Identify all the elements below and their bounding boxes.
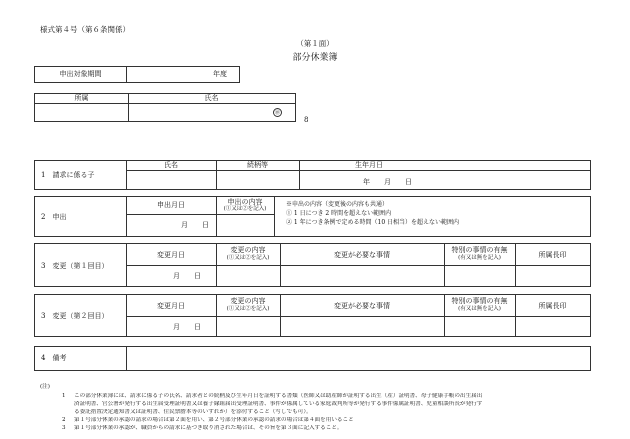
section-change-1 [34,243,591,287]
section4-label: 4 備考 [41,354,67,362]
col-change1-date: 変更月日 [157,251,185,259]
section-child [34,160,591,190]
section-remarks [34,346,591,371]
col-relation: 続柄等 [247,161,268,169]
col-change2-reason: 変更が必要な事情 [334,302,390,310]
col-change1-reason: 変更が必要な事情 [334,251,390,259]
page-title: 部分休業簿 [292,53,338,63]
note2-number: 2 [62,417,66,423]
col-request-content-sub: (①又は②を記入) [223,206,267,212]
col-change2-date: 変更月日 [157,302,185,310]
section1-label: 1 請求に係る子 [41,171,95,179]
col-change1-content-sub: (①又は②を記入) [226,255,270,261]
period-year-suffix: 年度 [213,70,227,78]
section3a-label: 3 変更（第１回目） [41,262,109,270]
col-change1-special: 特別の事情の有無 [451,246,508,254]
name-label: 氏名 [204,94,219,102]
col-change2-seal: 所属長印 [538,302,567,310]
period-box [34,66,240,83]
notes-heading: (注) [40,384,50,390]
change2-date-value: 月 日 [173,323,201,331]
col-change2-content-sub: (①又は②を記入) [226,306,270,312]
side-mark: 8 [304,116,309,124]
col-request-date: 申出月日 [157,201,185,209]
section2-label: 2 申出 [41,213,67,221]
form-number: 様式第４号（第６条関係） [40,25,130,34]
col-birth: 生年月日 [355,161,383,169]
col-request-content: 申出の内容 [227,198,263,206]
note2-text: 第１号部分休業の承認の請求の場合は第２面を用い、第２号部分休業の承認の請求の場合は第４面を用いること [74,417,354,423]
section-request [34,196,591,237]
affiliation-label: 所属 [74,94,89,102]
col-change1-seal: 所属長印 [538,251,567,259]
col-change1-special-sub: (有又は無を記入) [458,255,501,261]
col-change2-special: 特別の事情の有無 [451,297,508,305]
note1-line3: る委託措置決定通知書又は証明書、住民票謄本等のいずれか）を添付すること（写しでも可）。 [74,409,312,415]
employee-box [34,93,296,122]
seal-icon: ㊞ [274,110,280,116]
note3-number: 3 [62,425,66,431]
col-change2-content: 変更の内容 [230,297,266,305]
section-change-2 [34,294,591,337]
change1-date-value: 月 日 [173,272,201,280]
period-label: 申出対象期間 [59,70,102,78]
page-label: （第１面） [296,39,334,48]
note1-number: 1 [62,393,66,399]
note1-line2: 済証明書、官公署が発行する出生届受理証明書又は養子縁組届出受理証明書、事件が係属している家庭裁判所等が発行する事件係属証明書、児童相談所長が発行す [74,401,483,407]
request-note-1: ※申出の内容（変更後の内容も共通） [286,201,389,208]
section3b-label: 3 変更（第２回目） [41,312,109,320]
request-note-2: ① 1 日につき 2 時間を超えない範囲内 [286,210,392,217]
col-change1-content: 変更の内容 [230,246,266,254]
request-note-3: ② 1 年につき条例で定める時間（10 日相当）を超えない範囲内 [286,219,460,226]
note3-text: 第１号部分休業の承認が、職員からの請求に基づき取り消された場合は、その旨を第３面に記入すること。 [74,425,343,431]
col-child-name: 氏名 [164,161,178,169]
request-date-value: 月 日 [181,221,209,229]
note1-line1: この部分休業簿には、請求に係る子の氏名、請求者との続柄及び生年月日を証明する書類（医師又は助産師が証明する出生（産）証明書、母子健康手帳の出生届出 [74,393,483,399]
birth-date-value: 年 月 日 [363,178,412,186]
col-change2-special-sub: (有又は無を記入) [458,306,501,312]
